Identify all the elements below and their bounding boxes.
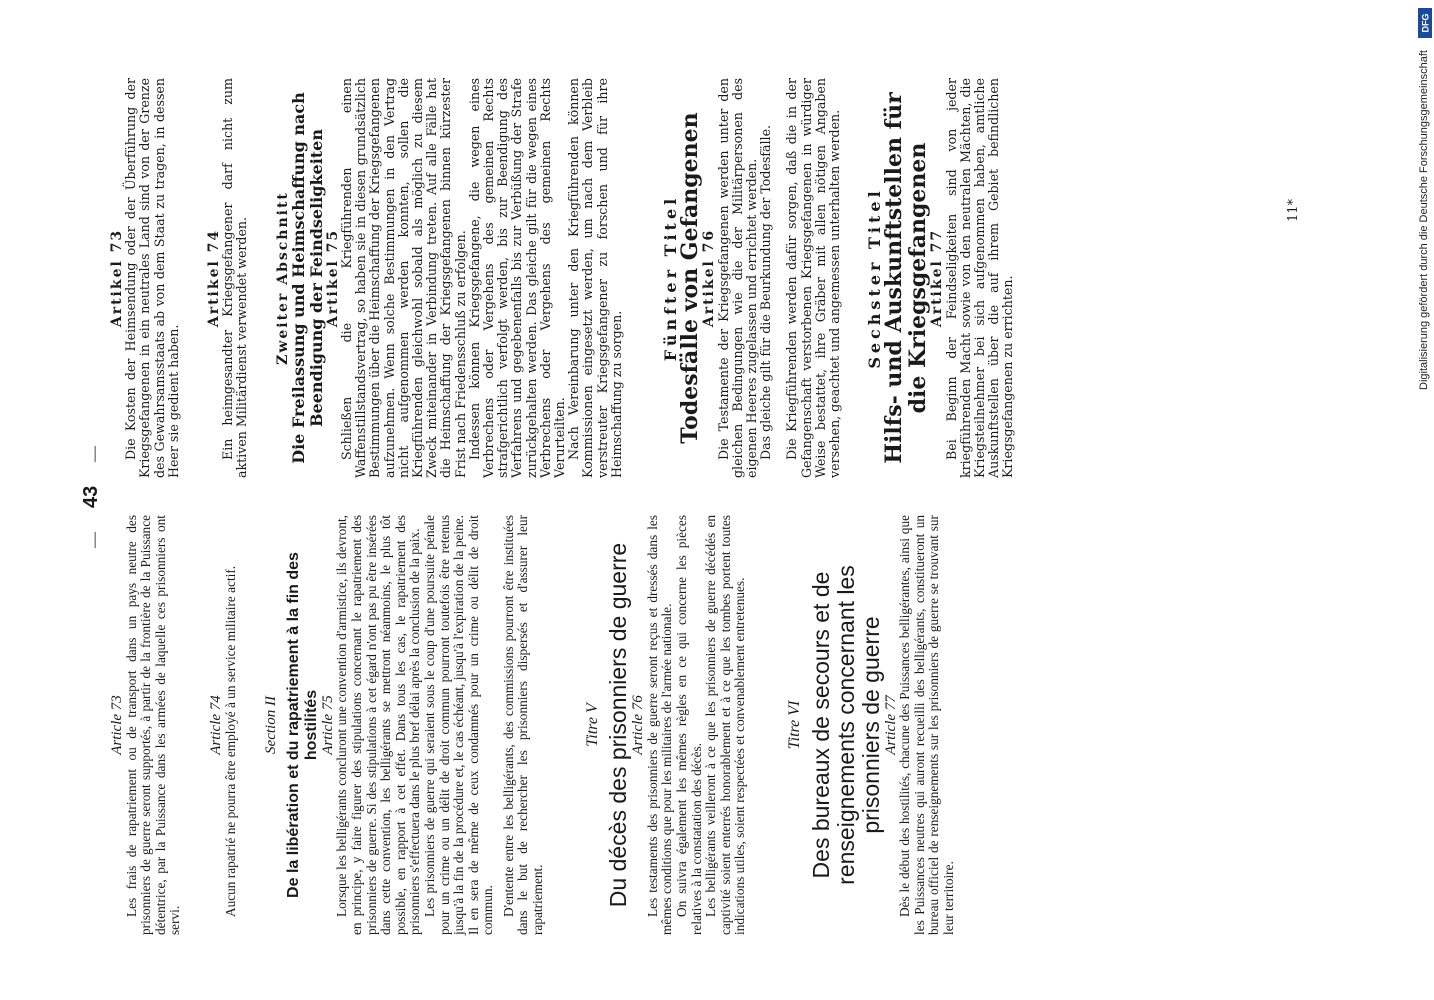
page-dash-left: — [86,532,103,548]
de-section-2-title: Die Freilassung und Heimschaffung nach Beendigung der Feindseligkeiten [288,92,326,464]
fr-article-77-p1: Dès le début des hostilités, chacune des Puissances belligérantes, ainsi que les Puissances neutres qui auront recueilli des belligérants, constitueront un bureau officiel de renseignements sur les prisonniers de guerre se trouvant sur leur territoire. [897,515,956,935]
de-article-73-heading: Artikel 73 [109,228,125,328]
fr-article-74-heading: Article 74 [207,695,224,755]
de-article-75-p2: Indessen können Kriegsgefangene, die wegen eines Verbrechens oder Vergehens des gemeinen Rechts strafgerichtlich verfolgt werden, bis zur Beendigung des Verfahrens und gegebenenfalls bis zur Verbüßung der Strafe zurückgehalten werden. Das gleiche gilt für die wegen eines Verbrechens oder Vergehens des gemeinen Rechts Verurteilten. [466,78,568,478]
digitization-credit: Digitalisierung gefördert durch die Deutsche Forschungsgemeinschaft [1418,50,1430,390]
de-titre-5-heading: Fünfter Titel [661,194,681,362]
german-column [110,78,1290,478]
fr-article-75-p2: Les prisonniers de guerre qui seraient sous le coup d'une poursuite pénale pour un crime ou un délit de droit commun pourront toutefois être retenus jusqu'à la fin de la procédure et, le cas échéant, jusqu'à l'expiration de la peine. Il en sera de même de ceux condamnés pour un crime ou délit de droit commun. [421,515,496,935]
fr-article-75-p1: Lorsque les belligérants concluront une convention d'armistice, ils devront, en principe, y faire figurer des stipulations concernant le rapatriement des prisonniers de guerre. Si des stipulations à cet égard n'ont pas pu être insérées dans cette convention, les belligérants se mettront néanmoins, le plus tôt possible, en rapport à cet effet. Dans tous les cas, le rapatriement des prisonniers s'effectuera dans le plus bref délai après la conclusion de la paix. [334,515,423,935]
de-article-75-heading: Artikel 75 [324,228,341,328]
de-article-73-text: Die Kosten der Heimsendung oder der Überführung der Kriegsgefangenen in ein neutrales Land sind von der Grenze des Gewahrsamsstaats ab von dem Staat zu tragen, in dessen Heer sie gedient haben. [123,78,181,478]
fr-section-2-heading: Section II [263,696,280,754]
fr-titre-5-title: Du décès des prisonniers de guerre [605,542,632,908]
de-article-77-p1: Bei Beginn der Feindseligkeiten sind von jeder kriegführenden Macht sowie von den neutralen Mächten, die Kriegsteilnehmer bei sich aufgenommen haben, amtliche Auskunftstellen über die auf ihrem Gebiet befindlichen Kriegsgefangenen zu errichten. [943,78,1016,478]
fr-section-2-title: De la libération et du rapatriement à la fin des hostilités [284,552,320,898]
de-article-77-heading: Artikel 77 [929,228,946,328]
fr-article-74-text: Aucun rapatrié ne pourra être employé à un service militaire actif. [222,565,238,917]
fr-titre-6-heading: Titre VI [786,700,803,750]
fr-article-73-heading: Article 73 [109,695,125,755]
de-article-76-p1: Die Testamente der Kriegsgefangenen werden unter den gleichen Bedingungen wie die der Militärpersonen des eigenen Heeres zugelassen und errichtet werden. [715,78,759,478]
de-article-75-p3: Nach Vereinbarung unter den Kriegführenden können Kommissionen eingesetzt werden, um nach dem Verbleib verstreuter Kriegsgefangener zu forschen und für ihre Heimschaffung zu sorgen. [566,78,624,478]
fr-article-75-heading: Article 75 [319,695,336,755]
french-column [110,515,1290,935]
fr-titre-6-title: Des bureaux de secours et de renseignements concernant les prisonniers de guerre [807,565,884,885]
de-article-76-heading: Artikel 76 [701,228,718,328]
de-titre-6-heading: Sechster Titel [865,187,885,369]
de-article-76-p3: Die Kriegführenden werden dafür sorgen, daß die in der Gefangenschaft verstorbenen Kriegsgefangenen in würdiger Weise bestattet, ihre Gräber mit allen nötigen Angaben versehen, geachtet und angemessen unterhalten werden. [784,78,842,478]
de-titre-6-title: Hilfs- und Auskunftstellen für die Kriegsgefangenen [881,92,932,464]
dfg-logo-text: DFG [1420,13,1430,33]
de-article-74-text: Ein heimgesandter Kriegsgefangener darf nicht zum aktiven Militärdienst verwendet werden. [220,78,250,478]
fr-article-73-text: Les frais de rapatriement ou de transport dans un pays neutre des prisonniers de guerre seront supportés, à partir de la frontière de la Puissance détentrice, par la Puissance dans les armées de laquelle ces prisonniers ont servi. [123,515,183,935]
fr-article-76-p3: Les belligérants veilleront à ce que les prisonniers de guerre décédés en captivité soient enterrés honorablement et à ce que les tombes portent toutes indications utiles, soient respectées et convenablement entretenues. [703,515,748,935]
fr-article-77-heading: Article 77 [882,695,899,755]
page-number: 43 [80,485,102,508]
fr-titre-5-heading: Titre V [583,703,601,747]
fr-article-76-p1: Les testaments des prisonniers de guerre seront reçus et dressés dans les mêmes conditions que pour les militaires de l'armée nationale. [644,515,675,935]
fr-article-76-heading: Article 76 [630,695,647,755]
fr-article-76-p2: On suivra également les mêmes règles en ce qui concerne les pièces relatives à la constatation des décès. [674,515,704,935]
de-titre-5-title: Todesfälle von Gefangenen [677,112,704,444]
de-article-75-p1: Schließen die Kriegführenden einen Waffenstillstandsvertrag, so haben sie in diesen grundsätzlich Bestimmungen über die Heimschaffung der Kriegsgefangenen aufzunehmen. Wenn solche Bestimmungen in den Vertrag nicht aufgenommen werden konnten, sollen die Kriegführenden gleichwohl sobald als möglich zu diesem Zweck miteinander in Verbindung treten. Auf alle Fälle hat die Heimschaffung der Kriegsgefangenen binnen kürzester Frist nach Friedensschluß zu erfolgen. [339,78,468,478]
de-section-2-heading: Zweiter Abschnitt [274,191,291,365]
page-dash-right: — [86,446,103,462]
fr-article-75-p3: D'entente entre les belligérants, des commissions pourront être instituées dans le but de rechercher les prisonniers dispersés et d'assurer leur rapatriement. [500,515,546,935]
printer-signature: 11* [1286,198,1301,222]
de-article-74-heading: Artikel 74 [206,228,223,328]
dfg-logo [1418,8,1432,38]
de-article-76-p2: Das gleiche gilt für die Beurkundung der Todesfälle. [758,124,774,460]
